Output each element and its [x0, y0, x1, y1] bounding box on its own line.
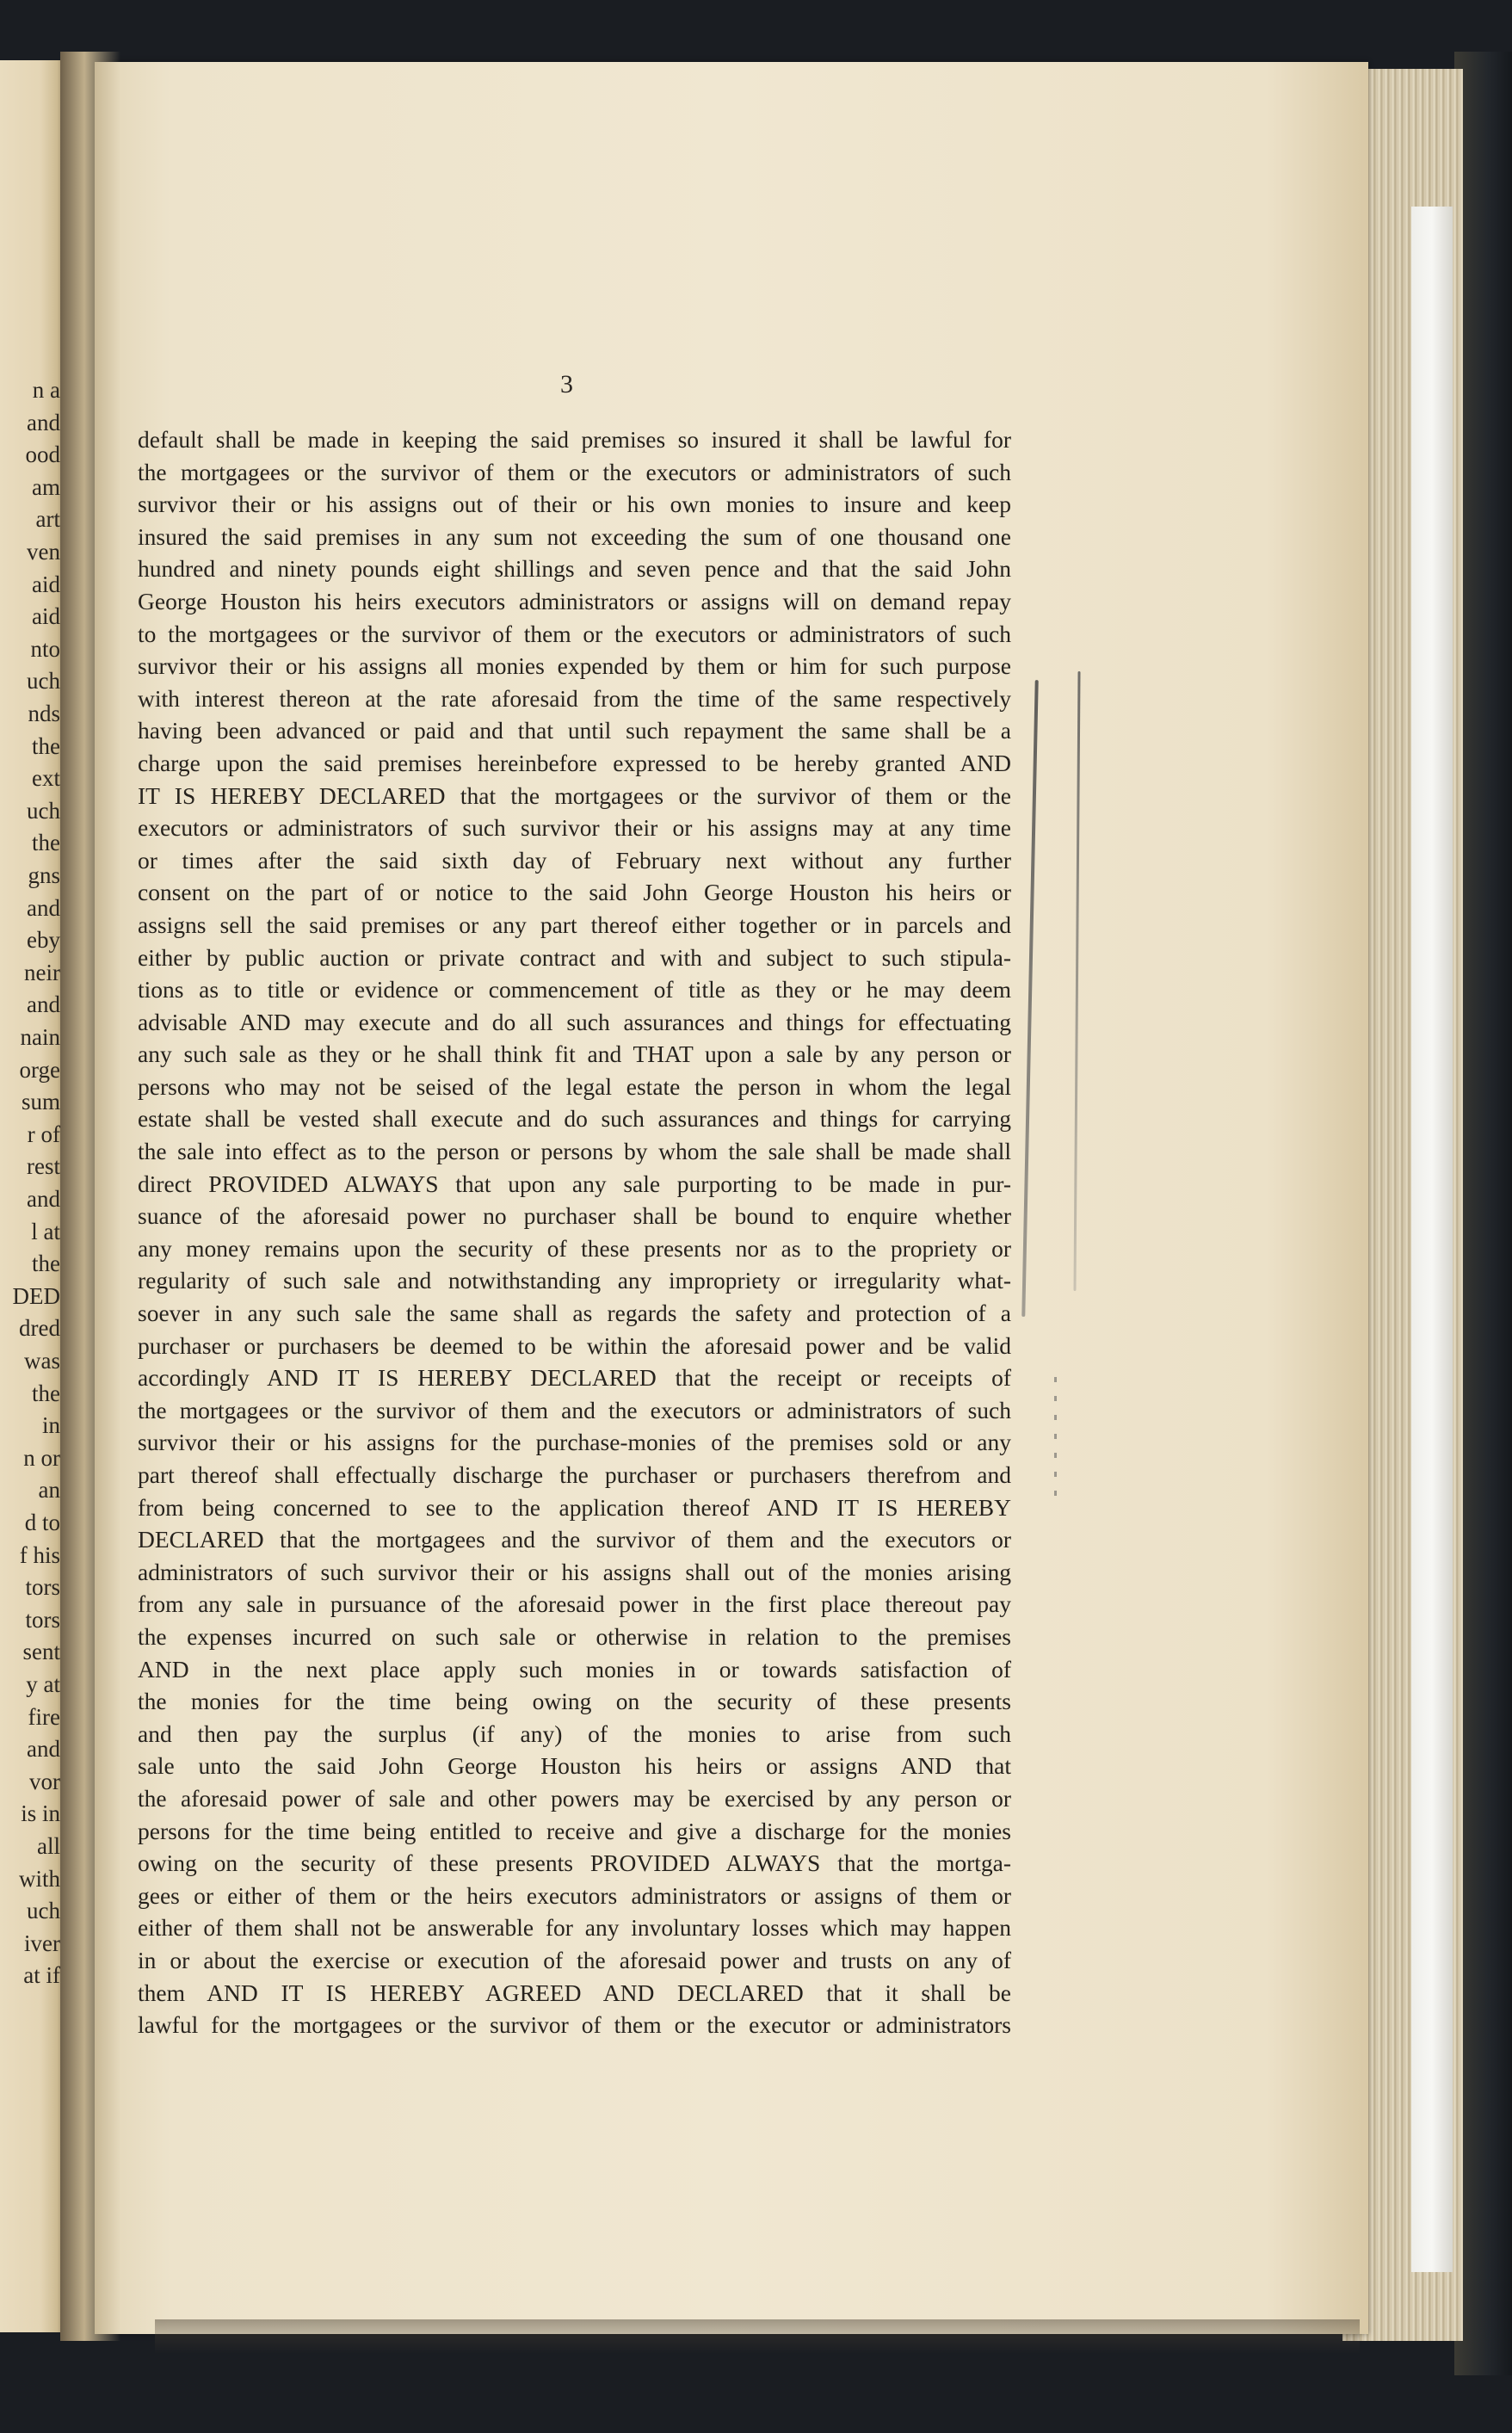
left-page-fragment: the — [32, 830, 60, 856]
left-page-fragment: orge — [19, 1056, 60, 1083]
text-line: the sale into effect as to the person or persons by whom the sale shall be made shall — [138, 1138, 1011, 1165]
text-line: George Houston his heirs executors administrators or assigns will on demand repay — [138, 587, 1011, 614]
left-page-fragment: eby — [27, 927, 60, 954]
left-page-fragment: f his — [19, 1541, 60, 1568]
text-line: persons for the time being entitled to receive and give a discharge for the monies — [138, 1817, 1011, 1844]
text-line: assigns sell the said premises or any part thereof either together or in parcels and — [138, 911, 1011, 938]
text-line: with interest thereon at the rate aforesaid from the time of the same respectively — [138, 684, 1011, 712]
text-line: lawful for the mortgagees or the survivor of them or the executor or administrators — [138, 2011, 1011, 2039]
text-line: gees or either of them or the heirs executors administrators or assigns of them or — [138, 1881, 1011, 1909]
left-page-fragment: nds — [28, 701, 60, 726]
text-line: administrators of such survivor their or his assigns shall out of the monies arising — [138, 1558, 1011, 1585]
text-line: soever in any such sale the same shall as regards the safety and protection of a — [138, 1300, 1011, 1327]
text-line: from being concerned to see to the application thereof AND IT IS HEREBY — [138, 1493, 1011, 1521]
left-page-fragment: uch — [27, 797, 60, 824]
text-line: to the mortgagees or the survivor of them or the executors or administrators of such — [138, 620, 1011, 647]
text-line: executors or administrators of such survivor their or his assigns may at any time — [138, 814, 1011, 842]
left-page-fragment: neir — [24, 959, 60, 985]
text-line: either of them shall not be answerable for any involuntary losses which may happen — [138, 1914, 1011, 1942]
document-body — [138, 423, 1011, 2041]
left-page-fragment: the — [32, 1250, 60, 1277]
text-line: the aforesaid power of sale and other powers may be exercised by any person or — [138, 1784, 1011, 1812]
text-line: and then pay the surplus (if any) of the monies to arise from such — [138, 1720, 1011, 1747]
left-page-fragment: ext — [32, 765, 60, 792]
text-line: survivor their or his assigns all monies expended by them or him for such purpose — [138, 652, 1011, 680]
left-page-fragment: with — [18, 1865, 60, 1892]
left-page-fragment: tors — [25, 1574, 60, 1601]
text-line: insured the said premises in any sum not exceeding the sum of one thousand one — [138, 522, 1011, 550]
text-line: either by public auction or private contract and with and subject to such stipula- — [138, 943, 1011, 971]
left-page-fragment: aid — [32, 603, 60, 630]
text-line: default shall be made in keeping the said premises so insured it shall be lawful for — [138, 426, 1011, 453]
left-page-fragment: sum — [21, 1089, 60, 1115]
text-line: hundred and ninety pounds eight shillings and seven pence and that the said John — [138, 555, 1011, 583]
gutter-shadow — [60, 52, 120, 2341]
text-line: sale unto the said John George Houston his heirs or assigns AND that — [138, 1752, 1011, 1780]
left-page-fragment: y at — [26, 1671, 60, 1697]
left-page-fragment: n a — [32, 377, 60, 403]
left-page-fragment: the — [32, 732, 60, 759]
left-page-fragment: and — [27, 409, 60, 435]
text-line: accordingly AND IT IS HEREBY DECLARED that the receipt or receipts of — [138, 1364, 1011, 1392]
left-page-fragment: ood — [25, 442, 60, 468]
text-line: charge upon the said premises hereinbefore expressed to be hereby granted AND — [138, 749, 1011, 776]
bottom-shadow — [155, 2319, 1360, 2354]
text-line: any such sale as they or he shall think fit and THAT upon a sale by any person or — [138, 1041, 1011, 1068]
left-page-fragment: l at — [31, 1218, 60, 1244]
text-line: the monies for the time being owing on the security of these presents — [138, 1688, 1011, 1715]
text-line: tions as to title or evidence or commencement of title as they or he may deem — [138, 976, 1011, 1003]
left-page-fragment: art — [35, 506, 60, 533]
left-page-fragment: and — [27, 991, 60, 1018]
text-line: estate shall be vested shall execute and do such assurances and things for carrying — [138, 1105, 1011, 1133]
text-line: them AND IT IS HEREBY AGREED AND DECLARED that it shall be — [138, 1979, 1011, 2006]
left-page-fragment: sent — [22, 1639, 60, 1665]
text-line: direct PROVIDED ALWAYS that upon any sale purporting to be made in pur- — [138, 1170, 1011, 1197]
left-page-fragment: ven — [27, 539, 60, 565]
text-line: any money remains upon the security of these presents nor as to the propriety or — [138, 1234, 1011, 1262]
left-page-fragment: the — [32, 1380, 60, 1406]
text-line: purchaser or purchasers be deemed to be within the aforesaid power and be valid — [138, 1331, 1011, 1359]
text-line: owing on the security of these presents PROVIDED ALWAYS that the mortga- — [138, 1849, 1011, 1877]
text-line: DECLARED that the mortgagees and the survivor of them and the executors or — [138, 1526, 1011, 1553]
left-page-fragment: uch — [27, 1898, 60, 1924]
text-line: survivor their or his assigns out of their or his own monies to insure and keep — [138, 491, 1011, 518]
left-page-fragment: fire — [28, 1703, 60, 1730]
left-page-fragment: d to — [24, 1510, 60, 1535]
left-page-fragment: and — [27, 1736, 60, 1763]
book-cover-edge — [1454, 52, 1512, 2375]
pencil-dots-mark — [1054, 1377, 1057, 1497]
left-page-fragment: am — [32, 473, 60, 500]
left-page-fragment: and — [27, 894, 60, 921]
left-page-fragment: an — [38, 1477, 60, 1504]
page-number: 3 — [560, 370, 573, 398]
left-page-fragment: rest — [27, 1153, 60, 1180]
left-page-fragment: nto — [30, 635, 60, 662]
text-line: having been advanced or paid and that until such repayment the same shall be a — [138, 717, 1011, 744]
left-page-fragment: is in — [21, 1800, 60, 1827]
paper-tab-strip — [1411, 207, 1453, 2272]
left-page-fragment: in — [41, 1412, 60, 1439]
left-page-fragment: gns — [28, 862, 60, 888]
text-line: suance of the aforesaid power no purchaser shall be bound to enquire whether — [138, 1202, 1011, 1230]
text-line: IT IS HEREBY DECLARED that the mortgagees or the survivor of them or the — [138, 781, 1011, 809]
left-page-fragment: r of — [27, 1121, 60, 1147]
left-page-fragment: n or — [23, 1444, 60, 1471]
text-line: the mortgagees or the survivor of them and the executors or administrators of such — [138, 1396, 1011, 1423]
left-page-fragment: uch — [27, 668, 60, 695]
left-facing-page — [0, 60, 67, 2332]
left-page-fragment: DED — [12, 1282, 60, 1309]
left-page-fragment: and — [27, 1186, 60, 1212]
left-page-fragment: tors — [25, 1606, 60, 1633]
text-line: AND in the next place apply such monies in or towards satisfaction of — [138, 1655, 1011, 1683]
text-line: the expenses incurred on such sale or otherwise in relation to the premises — [138, 1622, 1011, 1650]
left-page-fragment: vor — [29, 1768, 60, 1794]
text-line: in or about the exercise or execution of the aforesaid power and trusts on any of — [138, 1946, 1011, 1973]
left-page-fragment: at if — [23, 1962, 60, 1989]
left-page-fragment: was — [24, 1348, 60, 1374]
text-line: part thereof shall effectually discharge the purchaser or purchasers therefrom and — [138, 1461, 1011, 1488]
text-line: advisable AND may execute and do all such assurances and things for effectuating — [138, 1008, 1011, 1035]
text-line: survivor their or his assigns for the purchase-monies of the premises sold or any — [138, 1429, 1011, 1456]
text-line: regularity of such sale and notwithstanding any impropriety or irregularity what- — [138, 1267, 1011, 1294]
text-line: from any sale in pursuance of the aforesaid power in the first place thereout pay — [138, 1590, 1011, 1618]
text-line: the mortgagees or the survivor of them or the executors or administrators of such — [138, 458, 1011, 485]
left-page-fragment: all — [37, 1833, 60, 1859]
left-page-fragment: iver — [24, 1930, 60, 1956]
text-line: persons who may not be seised of the legal estate the person in whom the legal — [138, 1072, 1011, 1100]
left-page-fragment: dred — [19, 1315, 60, 1342]
left-page-fragment: nain — [20, 1024, 60, 1050]
text-line: or times after the said sixth day of February next without any further — [138, 846, 1011, 874]
text-line: consent on the part of or notice to the said John George Houston his heirs or — [138, 879, 1011, 906]
left-page-fragment: aid — [32, 571, 60, 597]
